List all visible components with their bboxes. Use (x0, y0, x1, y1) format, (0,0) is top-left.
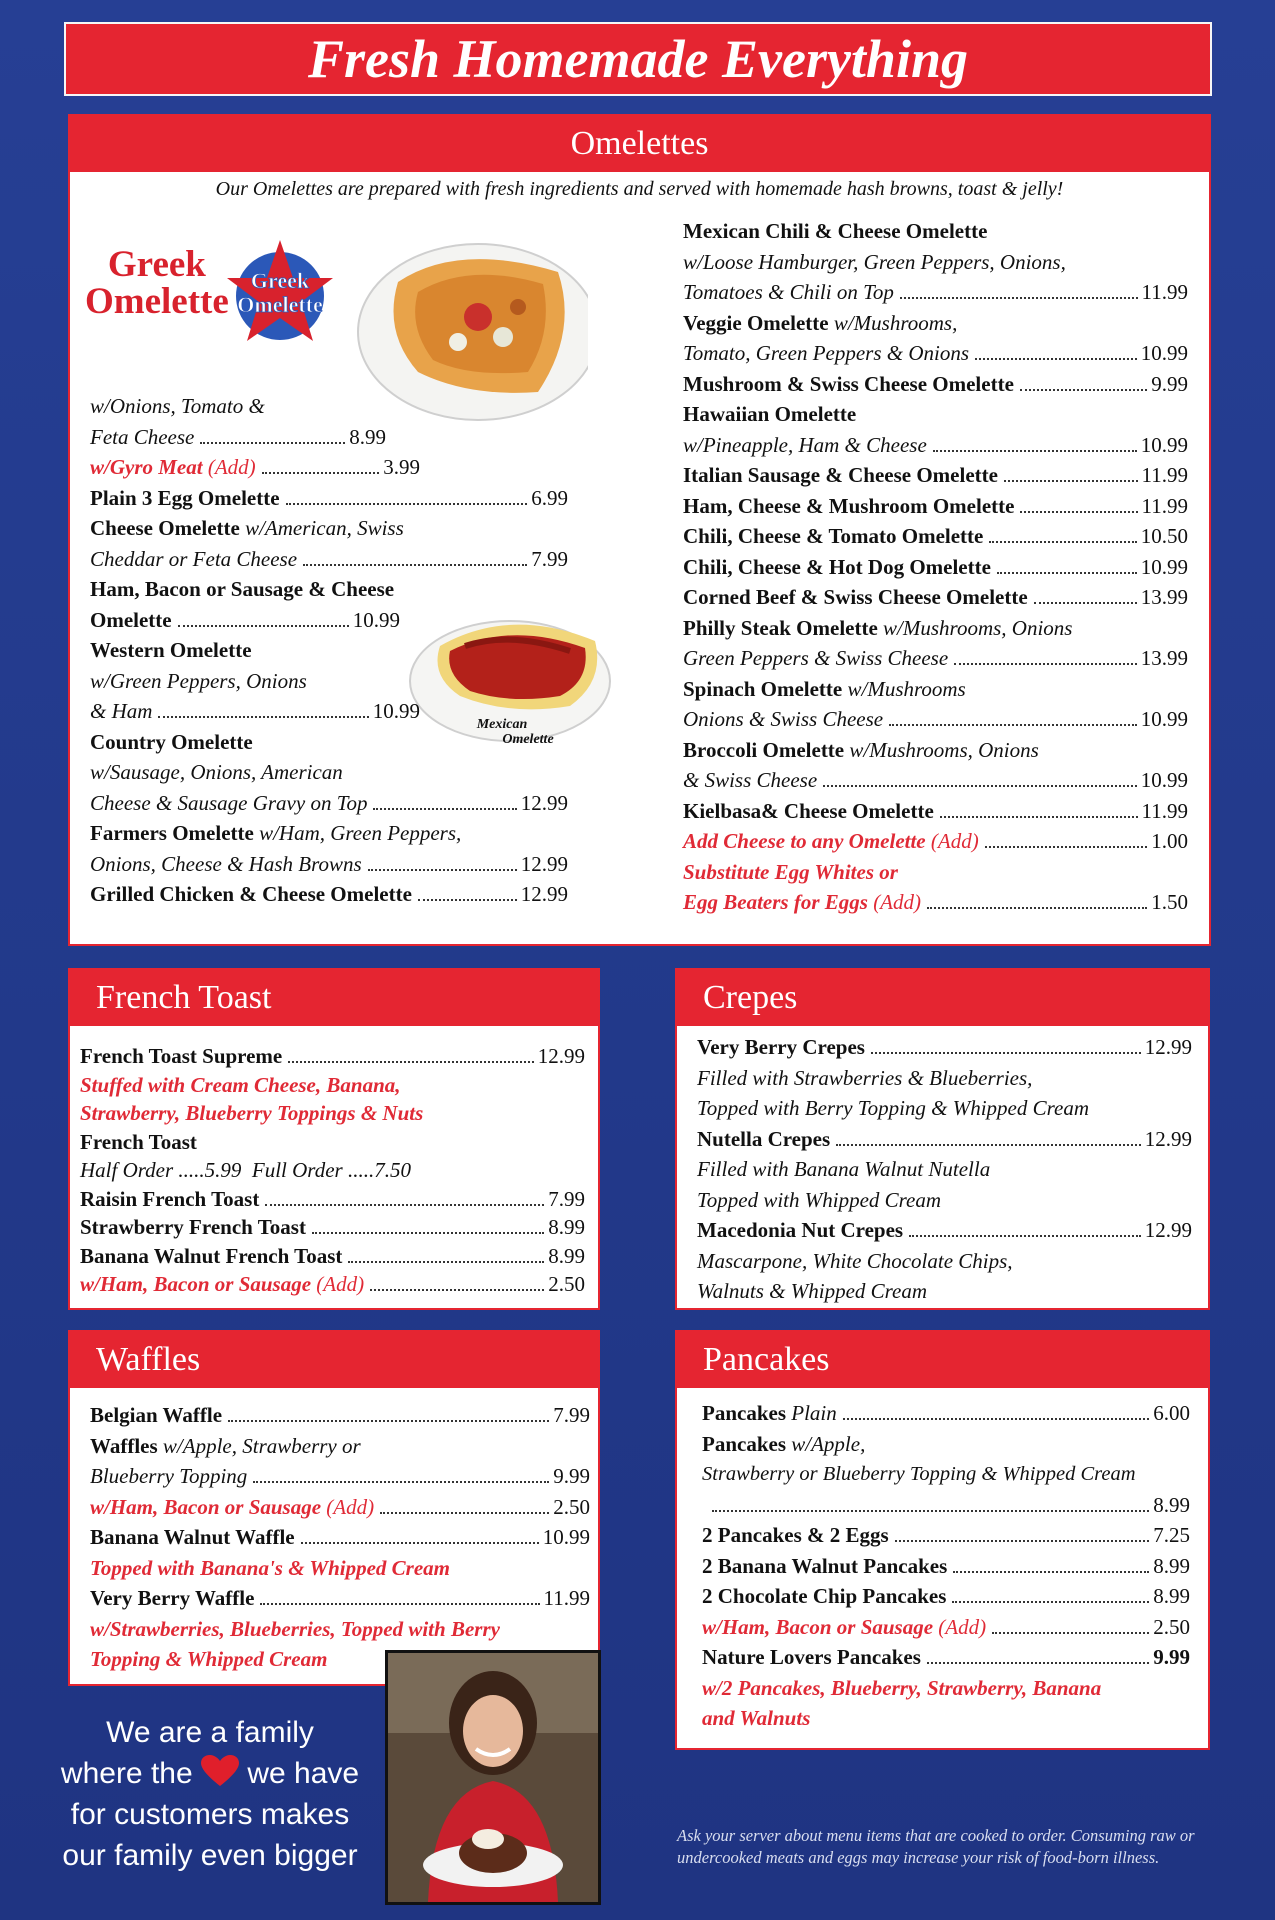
addcheese-line (683, 826, 1188, 857)
waffle-waffles-line2 (90, 1461, 590, 1492)
pancake-choc-name: 2 Chocolate Chip Pancakes (702, 1584, 947, 1608)
crepe-macedonia-desc2: Walnuts & Whipped Cream (697, 1279, 928, 1303)
french-toast-title: French Toast (70, 970, 598, 1026)
pancake-eggs-line (702, 1520, 1190, 1551)
corned-line (683, 582, 1188, 613)
mexican-line3 (683, 277, 1188, 308)
waffle-ham-line (90, 1492, 590, 1523)
pancake-banana-line (702, 1551, 1190, 1582)
family-line2 (60, 1753, 360, 1794)
hbs-name: Ham, Bacon or Sausage & Cheese (90, 577, 395, 601)
waffles-list (90, 1400, 590, 1675)
broccoli-desc: w/Mushrooms, Onions (849, 737, 1039, 762)
menu-banner: Fresh Homemade Everything (64, 22, 1212, 96)
pancake-ham-label: w/Ham, Bacon or Sausage (702, 1614, 934, 1639)
heart-icon (201, 1755, 239, 1787)
hbs-price: 10.99 (352, 607, 400, 632)
greek-desc2: Feta Cheese (90, 424, 195, 449)
pancake-banana-price: 8.99 (1153, 1553, 1190, 1578)
ft-raisin-price: 7.99 (548, 1186, 585, 1211)
pancake-nature-name: Nature Lovers Pancakes (702, 1645, 921, 1669)
hawaiian-desc: w/Pineapple, Ham & Cheese (683, 432, 927, 457)
farmers-name: Farmers Omelette (90, 821, 254, 845)
farmers-desc2: Onions, Cheese & Hash Browns (90, 851, 362, 876)
ft-raisin-line (80, 1185, 585, 1214)
waffle-berry-line (90, 1583, 590, 1614)
waffle-berry-price: 11.99 (543, 1586, 590, 1610)
broccoli-line2 (683, 765, 1188, 796)
gyro-line (90, 452, 420, 483)
mexican-price: 11.99 (1141, 280, 1188, 304)
ft-supreme-line (80, 1042, 585, 1071)
chicken-price: 12.99 (520, 882, 568, 906)
chicken-line (90, 879, 568, 910)
waffle-ham-add: (Add) (326, 1494, 375, 1519)
pancake-eggs-price: 7.25 (1153, 1523, 1190, 1547)
ft-straw-name: Strawberry French Toast (80, 1215, 306, 1239)
subst-add: (Add) (873, 890, 922, 914)
ft-straw-line (80, 1213, 585, 1242)
ft-banana-price: 8.99 (548, 1243, 585, 1268)
subst-line1: Substitute Egg Whites or (683, 859, 898, 884)
pancake-plain-desc: Plain (791, 1401, 837, 1425)
hawaiian-price: 10.99 (1140, 432, 1188, 457)
cheese-line1 (90, 513, 635, 544)
omelettes-right-column (683, 216, 1188, 918)
ft-ham-line (80, 1270, 585, 1299)
spinach-price: 10.99 (1140, 707, 1188, 731)
gyro-add: (Add) (207, 455, 256, 479)
french-toast-list (80, 1042, 585, 1299)
crepe-berry-desc2: Topped with Berry Topping & Whipped Cream (697, 1096, 1090, 1120)
plain-price: 6.99 (531, 485, 568, 510)
mexican-desc2: Tomatoes & Chili on Top (683, 280, 894, 304)
philly-line1 (683, 613, 1188, 644)
crepes-list (697, 1032, 1192, 1307)
italian-line (683, 460, 1188, 491)
kielbasa-name: Kielbasa& Cheese Omelette (683, 798, 934, 823)
plain-line (90, 483, 568, 514)
cheese-line2 (90, 544, 568, 575)
philly-desc: w/Mushrooms, Onions (883, 615, 1073, 640)
ft-stuffed2: Strawberry, Blueberry Toppings & Nuts (80, 1101, 424, 1125)
family-photo (385, 1650, 601, 1905)
ft-ham-add: (Add) (316, 1272, 365, 1296)
western-line3 (90, 696, 420, 727)
ft-ham-price: 2.50 (548, 1272, 585, 1296)
western-desc2: & Ham (90, 699, 153, 723)
crepe-nutella-price: 12.99 (1144, 1126, 1192, 1151)
subst-label2: Egg Beaters for Eggs (683, 890, 868, 914)
pancakes-list (702, 1398, 1190, 1734)
mexican-photo-label-2: Omelette (502, 732, 554, 746)
crepe-nutella-line (697, 1124, 1192, 1155)
greek-line (90, 422, 386, 453)
crepe-macedonia-name: Macedonia Nut Crepes (697, 1218, 904, 1242)
crepes-title: Crepes (677, 970, 1208, 1026)
italian-name: Italian Sausage & Cheese Omelette (683, 463, 998, 487)
cch-price: 10.99 (1140, 554, 1188, 579)
cheese-desc: w/American, Swiss (245, 516, 404, 540)
farmers-price: 12.99 (520, 851, 568, 876)
pancake-plain-name: Pancakes (702, 1401, 786, 1425)
omelettes-left-column (90, 391, 635, 910)
family-line3: for customers makes (70, 1798, 350, 1831)
hcm-name: Ham, Cheese & Mushroom Omelette (683, 493, 1015, 518)
philly-price: 13.99 (1140, 646, 1188, 670)
pancake-eggs-name: 2 Pancakes & 2 Eggs (702, 1523, 889, 1547)
greek-omelette-badge (220, 236, 340, 351)
waffle-waffles-line1 (90, 1431, 590, 1462)
ft-name: French Toast (80, 1129, 197, 1154)
mushroom-name: Mushroom & Swiss Cheese Omelette (683, 371, 1014, 396)
waffle-waffles-name: Waffles (90, 1433, 158, 1458)
mexican-desc: w/Loose Hamburger, Green Peppers, Onions, (683, 249, 1066, 274)
cct-name: Chili, Cheese & Tomato Omelette (683, 524, 984, 548)
svg-text:Greek: Greek (250, 268, 310, 293)
philly-name: Philly Steak Omelette (683, 615, 878, 640)
pancake-plain-price: 6.00 (1153, 1401, 1190, 1425)
addcheese-add: (Add) (930, 829, 979, 853)
pancake-apple-name: Pancakes (702, 1431, 786, 1456)
pancake-ham-line (702, 1612, 1190, 1643)
family-message (60, 1712, 360, 1876)
pancake-apple-line1 (702, 1429, 1190, 1460)
veggie-desc2: Tomato, Green Peppers & Onions (683, 341, 970, 365)
veggie-line1 (683, 308, 1188, 339)
waffle-waffles-price: 9.99 (553, 1464, 590, 1488)
hawaiian-name: Hawaiian Omelette (683, 402, 857, 426)
broccoli-line1 (683, 735, 1188, 766)
greek-desc: w/Onions, Tomato & (90, 394, 265, 418)
country-line3 (90, 788, 568, 819)
crepe-macedonia-price: 12.99 (1144, 1218, 1192, 1242)
crepe-nutella-desc: Filled with Banana Walnut Nutella (697, 1157, 991, 1181)
hbs-name2: Omelette (90, 607, 172, 632)
broccoli-name: Broccoli Omelette (683, 737, 845, 762)
crepe-berry-name: Very Berry Crepes (697, 1035, 865, 1059)
country-price: 12.99 (520, 790, 568, 815)
farmers-desc: w/Ham, Green Peppers, (259, 821, 462, 845)
pancake-nature-desc: w/2 Pancakes, Blueberry, Strawberry, Banana (702, 1675, 1102, 1700)
hbs-line2 (90, 605, 400, 636)
waffle-banana-name: Banana Walnut Waffle (90, 1525, 295, 1549)
veggie-price: 10.99 (1140, 341, 1188, 365)
waffle-ham-label: w/Ham, Bacon or Sausage (90, 1494, 322, 1519)
pancake-apple-desc: w/Apple, (791, 1431, 866, 1456)
ft-supreme-price: 12.99 (537, 1044, 585, 1068)
crepe-berry-price: 12.99 (1144, 1035, 1192, 1059)
pancake-choc-line (702, 1581, 1190, 1612)
spinach-name: Spinach Omelette (683, 676, 843, 701)
svg-text:Omelette: Omelette (237, 292, 323, 317)
pancake-ham-add: (Add) (938, 1614, 987, 1639)
waffles-title: Waffles (70, 1332, 598, 1388)
cheese-name: Cheese Omelette (90, 516, 240, 540)
farmers-line1 (90, 818, 635, 849)
veggie-line2 (683, 338, 1188, 369)
crepe-macedonia-desc: Mascarpone, White Chocolate Chips, (697, 1248, 1013, 1273)
greek-price: 8.99 (349, 424, 386, 449)
cct-line (683, 521, 1188, 552)
ft-full: Full Order .....7.50 (251, 1158, 411, 1182)
waffle-ham-price: 2.50 (553, 1494, 590, 1519)
greek-heading-line2: Omelette (85, 281, 229, 322)
waffle-banana-desc: Topped with Banana's & Whipped Cream (90, 1555, 450, 1580)
western-line1 (90, 635, 635, 666)
ft-name-line (80, 1128, 585, 1157)
omelettes-intro: Our Omelettes are prepared with fresh ingredients and served with homemade hash browns, toast & jelly! (215, 178, 1064, 200)
cch-line (683, 552, 1188, 583)
ft-banana-line (80, 1242, 585, 1271)
waffle-berry-name: Very Berry Waffle (90, 1586, 255, 1610)
pancake-nature-line (702, 1642, 1190, 1673)
pancake-choc-price: 8.99 (1153, 1584, 1190, 1608)
spinach-line2 (683, 704, 1188, 735)
subst-line2 (683, 887, 1188, 918)
pancake-nature-desc2: and Walnuts (702, 1706, 811, 1730)
cct-price: 10.50 (1140, 524, 1188, 548)
ft-stuffed: Stuffed with Cream Cheese, Banana, (80, 1072, 401, 1097)
crepes-section (675, 968, 1210, 1310)
subst-price: 1.50 (1151, 890, 1188, 914)
family-line1: We are a family (106, 1716, 314, 1749)
veggie-desc: w/Mushrooms, (833, 310, 958, 335)
waffles-section (68, 1330, 600, 1686)
mexican-photo-label-1: Mexican (476, 717, 528, 732)
girl-with-plate-illustration (388, 1653, 598, 1902)
spinach-desc: w/Mushrooms (847, 676, 966, 701)
ft-ham-label: w/Ham, Bacon or Sausage (80, 1272, 312, 1296)
spinach-desc2: Onions & Swiss Cheese (683, 707, 884, 731)
ft-supreme-name: French Toast Supreme (80, 1044, 283, 1068)
french-toast-section (68, 968, 600, 1310)
veggie-name: Veggie Omelette (683, 310, 829, 335)
pancake-apple-desc2: Strawberry or Blueberry Topping & Whipped Cream (702, 1463, 1136, 1485)
pancake-plain-line (702, 1398, 1190, 1429)
waffle-banana-price: 10.99 (542, 1525, 590, 1549)
hcm-line (683, 491, 1188, 522)
hawaiian-line2 (683, 430, 1188, 461)
waffle-belgian-name: Belgian Waffle (90, 1403, 223, 1427)
western-price: 10.99 (372, 699, 420, 723)
mexican-name: Mexican Chili & Cheese Omelette (683, 219, 988, 243)
omelettes-section (68, 114, 1211, 946)
family-line2a: where the (60, 1757, 193, 1790)
kielbasa-price: 11.99 (1141, 798, 1188, 823)
ft-half: Half Order .....5.99 (80, 1158, 242, 1182)
waffle-berry-desc: w/Strawberries, Blueberries, Topped with Berry (90, 1616, 500, 1641)
gyro-price: 3.99 (383, 455, 420, 479)
mexican-line1 (683, 216, 1188, 247)
pancake-banana-name: 2 Banana Walnut Pancakes (702, 1553, 948, 1578)
cheese-price: 7.99 (531, 546, 568, 571)
country-line1 (90, 727, 635, 758)
kielbasa-line (683, 796, 1188, 827)
waffle-banana-line (90, 1522, 590, 1553)
waffle-waffles-desc2: Blueberry Topping (90, 1464, 248, 1488)
broccoli-desc2: & Swiss Cheese (683, 768, 818, 792)
waffle-berry-desc2: Topping & Whipped Cream (90, 1647, 328, 1671)
corned-price: 13.99 (1140, 585, 1188, 609)
pancake-apple-line3 (702, 1490, 1190, 1521)
crepe-macedonia-line (697, 1215, 1192, 1246)
pancake-ham-price: 2.50 (1153, 1614, 1190, 1639)
ft-orders (80, 1156, 585, 1185)
hcm-price: 11.99 (1141, 493, 1188, 518)
corned-name: Corned Beef & Swiss Cheese Omelette (683, 585, 1028, 609)
family-line4: our family even bigger (62, 1839, 358, 1872)
ft-banana-name: Banana Walnut French Toast (80, 1243, 343, 1268)
crepe-nutella-name: Nutella Crepes (697, 1126, 831, 1151)
greek-omelette-heading (85, 246, 229, 320)
crepe-nutella-desc2: Topped with Whipped Cream (697, 1187, 942, 1212)
greek-heading-line1: Greek (107, 244, 206, 285)
plain-name: Plain 3 Egg Omelette (90, 485, 280, 510)
mushroom-line (683, 369, 1188, 400)
italian-price: 11.99 (1141, 463, 1188, 487)
farmers-line2 (90, 849, 568, 880)
pancakes-section (675, 1330, 1210, 1750)
omelettes-title: Omelettes (70, 116, 1209, 172)
family-line2b: we have (247, 1757, 360, 1790)
country-name: Country Omelette (90, 729, 253, 754)
addcheese-price: 1.00 (1151, 829, 1188, 853)
gyro-label: w/Gyro Meat (90, 455, 203, 479)
crepe-berry-desc: Filled with Strawberries & Blueberries, (697, 1065, 1033, 1090)
ft-straw-price: 8.99 (548, 1215, 585, 1239)
cch-name: Chili, Cheese & Hot Dog Omelette (683, 554, 991, 579)
hawaiian-line1 (683, 399, 1188, 430)
ft-raisin-name: Raisin French Toast (80, 1186, 260, 1211)
pancake-nature-price: 9.99 (1153, 1645, 1190, 1669)
western-name: Western Omelette (90, 638, 252, 662)
waffle-belgian-line (90, 1400, 590, 1431)
spinach-line1 (683, 674, 1188, 705)
pancakes-title: Pancakes (677, 1332, 1208, 1388)
addcheese-label: Add Cheese to any Omelette (683, 829, 926, 853)
waffle-waffles-desc: w/Apple, Strawberry or (162, 1433, 361, 1458)
pancake-apple-price: 8.99 (1153, 1492, 1190, 1517)
country-desc: w/Sausage, Onions, American (90, 760, 343, 784)
food-safety-disclaimer: Ask your server about menu items that are cooked to order. Consuming raw or undercooked meats and eggs may increase your risk of food-born illness. (677, 1826, 1195, 1867)
waffle-belgian-price: 7.99 (553, 1403, 590, 1427)
cheese-desc2: Cheddar or Feta Cheese (90, 546, 298, 571)
hbs-line1 (90, 574, 635, 605)
country-desc2: Cheese & Sausage Gravy on Top (90, 790, 368, 815)
philly-line2 (683, 643, 1188, 674)
philly-desc2: Green Peppers & Swiss Cheese (683, 646, 949, 670)
western-desc: w/Green Peppers, Onions (90, 668, 307, 693)
crepe-berry-line (697, 1032, 1192, 1063)
chicken-name: Grilled Chicken & Cheese Omelette (90, 882, 412, 906)
mushroom-price: 9.99 (1151, 371, 1188, 396)
broccoli-price: 10.99 (1140, 768, 1188, 792)
